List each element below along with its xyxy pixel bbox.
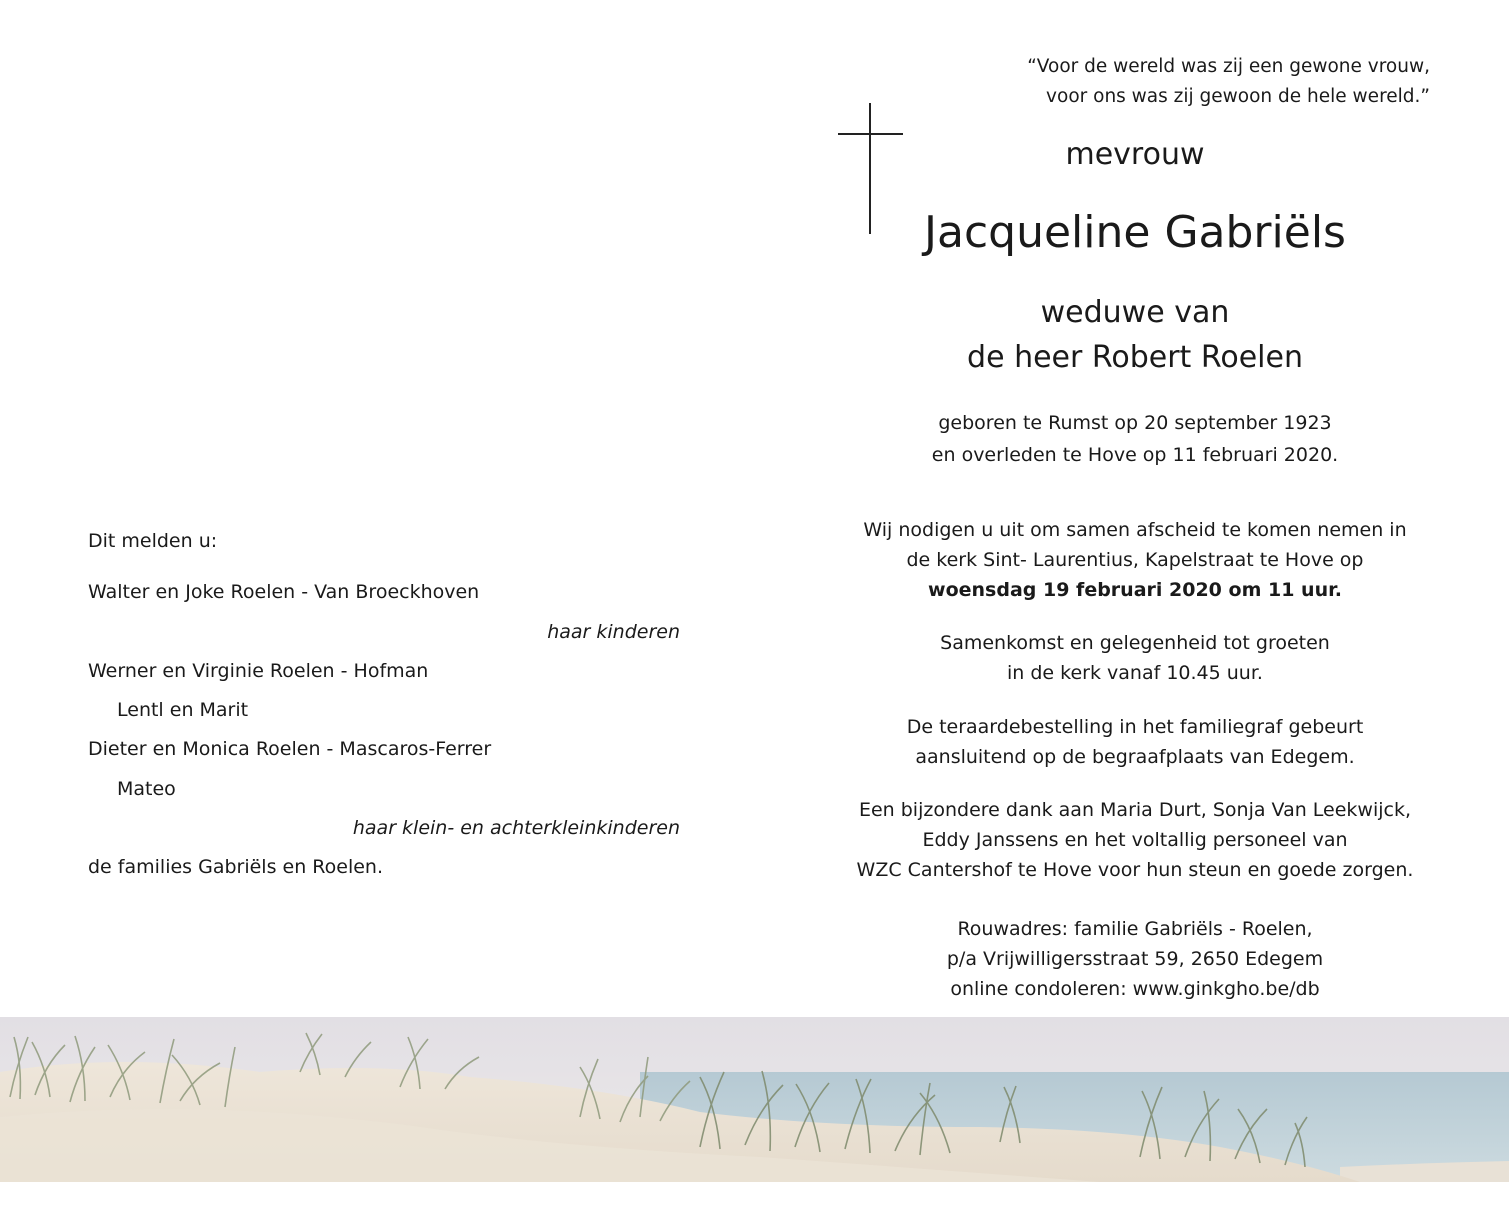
address-line-1: Rouwadres: familie Gabriëls - Roelen, bbox=[957, 918, 1313, 940]
gathering-line-1: Samenkomst en gelegenheid tot groeten bbox=[940, 632, 1330, 654]
birth-line: geboren te Rumst op 20 september 1923 bbox=[938, 412, 1332, 434]
grandchildren-label: haar klein- en achterkleinkinderen bbox=[352, 817, 680, 839]
address-line-2: p/a Vrijwilligersstraat 59, 2650 Edegem bbox=[946, 948, 1324, 970]
quote-line-2: voor ons was zij gewoon de hele wereld.” bbox=[1046, 86, 1430, 107]
children-label: haar kinderen bbox=[547, 621, 680, 643]
burial-line-2: aansluitend op de begraafplaats van Edegem. bbox=[915, 746, 1355, 768]
quote-line-1: “Voor de wereld was zij een gewone vrouw, bbox=[1027, 56, 1430, 77]
deceased-name: Jacqueline Gabriëls bbox=[924, 207, 1346, 258]
thanks-block bbox=[830, 795, 1440, 885]
families-line: de families Gabriëls en Roelen. bbox=[88, 856, 384, 878]
ceremony-datetime: woensdag 19 februari 2020 om 11 uur. bbox=[928, 579, 1342, 601]
dune-grass-sea-image bbox=[0, 1017, 1509, 1182]
family-intro: Dit melden u: bbox=[88, 530, 218, 552]
family-list bbox=[88, 0, 680, 900]
burial-block bbox=[830, 712, 1440, 772]
grandchildren-1: Lentl en Marit bbox=[117, 699, 249, 721]
family-child-3: Dieter en Monica Roelen - Mascaros-Ferrer bbox=[88, 738, 492, 760]
thanks-line-3: WZC Cantershof te Hove voor hun steun en goede zorgen. bbox=[856, 859, 1414, 881]
quote bbox=[980, 52, 1430, 112]
spouse-info bbox=[860, 290, 1410, 380]
spouse-line-1: weduwe van bbox=[1040, 295, 1230, 330]
gathering-line-2: in de kerk vanaf 10.45 uur. bbox=[1007, 662, 1263, 684]
invitation-line-2: de kerk Sint- Laurentius, Kapelstraat te Hove op bbox=[906, 549, 1364, 571]
thanks-line-2: Eddy Janssens en het voltallig personeel van bbox=[922, 829, 1348, 851]
address-block bbox=[830, 914, 1440, 1004]
burial-line-1: De teraardebestelling in het familiegraf gebeurt bbox=[906, 716, 1364, 738]
condolence-link[interactable]: online condoleren: www.ginkgho.be/db bbox=[950, 978, 1320, 1000]
life-dates bbox=[860, 407, 1410, 471]
family-child-2: Werner en Virginie Roelen - Hofman bbox=[88, 660, 429, 682]
death-line: en overleden te Hove op 11 februari 2020. bbox=[931, 444, 1339, 466]
grandchildren-2: Mateo bbox=[117, 778, 176, 800]
family-child-1: Walter en Joke Roelen - Van Broeckhoven bbox=[88, 581, 480, 603]
spouse-line-2: de heer Robert Roelen bbox=[967, 340, 1303, 375]
honorific-title: mevrouw bbox=[1065, 137, 1205, 172]
gathering-block bbox=[830, 628, 1440, 688]
invitation-line-1: Wij nodigen u uit om samen afscheid te komen nemen in bbox=[863, 519, 1407, 541]
thanks-line-1: Een bijzondere dank aan Maria Durt, Sonja Van Leekwijck, bbox=[858, 799, 1412, 821]
invitation-block bbox=[830, 515, 1440, 605]
